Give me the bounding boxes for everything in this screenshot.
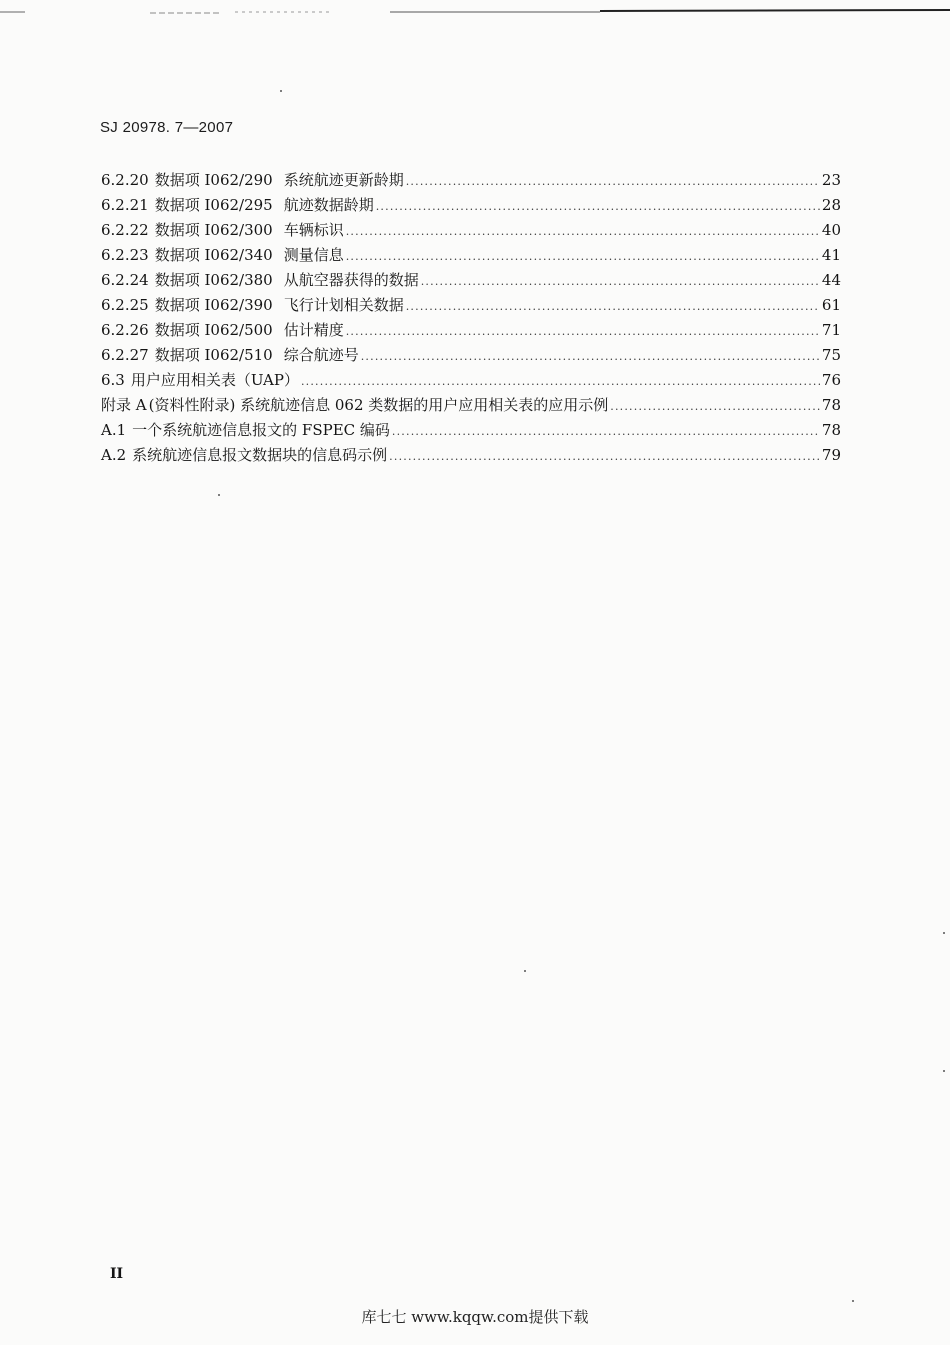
page-number: II [110,1266,124,1282]
toc-entry-page: 23 [821,171,841,189]
toc-entry-number: A.1 [101,421,127,439]
toc-dot-leader [361,344,820,369]
toc-entry-item: 数据项 I062/380 [154,271,273,289]
toc-entry-page: 28 [821,196,841,214]
toc-entry[interactable] [101,218,841,243]
toc-entry-title: 测量信息 [283,246,344,264]
toc-entry-page: 71 [821,321,841,339]
toc-entry[interactable] [101,318,841,343]
toc-entry[interactable] [101,293,841,318]
toc-entry-page: 61 [821,296,841,314]
standard-code: SJ 20978. 7—2007 [100,119,234,136]
toc-entry-page: 75 [821,346,841,364]
toc-entry-title: 系统航迹更新龄期 [283,171,404,189]
toc-dot-leader [392,419,820,444]
toc-dot-leader [346,219,820,244]
toc-entry-number: 附录 A [101,396,147,414]
toc-entry[interactable] [101,418,841,443]
toc-entry[interactable] [101,168,841,193]
toc-entry[interactable] [101,193,841,218]
toc-entry-item: 数据项 I062/340 [154,246,273,264]
table-of-contents [101,168,841,468]
toc-entry[interactable] [101,443,841,468]
toc-dot-leader [301,369,820,394]
toc-dot-leader [406,294,820,319]
toc-entry-item: 数据项 I062/390 [154,296,273,314]
toc-dot-leader [346,244,820,269]
toc-entry-title: 飞行计划相关数据 [283,296,404,314]
toc-entry-item: 数据项 I062/500 [154,321,273,339]
toc-dot-leader [610,394,820,419]
toc-entry-item: 数据项 I062/295 [154,196,273,214]
scan-speck [280,90,282,92]
toc-entry-title: 车辆标识 [283,221,344,239]
toc-entry-number: 6.2.24 [101,271,149,289]
toc-entry[interactable] [101,368,841,393]
toc-entry-page: 44 [821,271,841,289]
toc-entry[interactable] [101,268,841,293]
toc-entry-page: 78 [821,396,841,414]
toc-entry-page: 79 [821,446,841,464]
toc-entry-number: 6.2.25 [101,296,149,314]
scan-speck [943,932,945,934]
toc-entry-number: 6.2.26 [101,321,149,339]
toc-entry-page: 41 [821,246,841,264]
toc-entry-item: 数据项 I062/300 [154,221,273,239]
toc-entry-title: (资料性附录) 系统航迹信息 062 类数据的用户应用相关表的应用示例 [148,396,609,414]
scan-edge-marks [0,0,950,16]
toc-entry-number: 6.2.27 [101,346,149,364]
toc-dot-leader [406,169,820,194]
toc-entry-number: 6.2.23 [101,246,149,264]
toc-entry-title: 航迹数据龄期 [283,196,374,214]
scan-speck [943,1070,945,1072]
toc-entry-number: 6.2.21 [101,196,149,214]
toc-entry-page: 78 [821,421,841,439]
toc-entry-number: 6.2.22 [101,221,149,239]
toc-entry-item: 数据项 I062/510 [154,346,273,364]
scan-speck [218,494,220,496]
toc-dot-leader [389,444,820,469]
toc-entry-number: 6.3 [101,371,125,389]
download-watermark: 库七七 www.kqqw.com提供下载 [361,1308,589,1326]
toc-entry-number: A.2 [101,446,127,464]
toc-entry[interactable] [101,343,841,368]
toc-entry-title: 用户应用相关表（UAP） [130,371,299,389]
toc-entry-number: 6.2.20 [101,171,149,189]
scan-speck [852,1300,854,1302]
toc-entry[interactable] [101,393,841,418]
toc-entry-title: 估计精度 [283,321,344,339]
toc-entry-item: 数据项 I062/290 [154,171,273,189]
toc-entry-title: 综合航迹号 [283,346,359,364]
toc-entry-title: 一个系统航迹信息报文的 FSPEC 编码 [132,421,390,439]
scan-speck [524,970,526,972]
toc-dot-leader [346,319,820,344]
toc-dot-leader [376,194,820,219]
toc-entry-page: 76 [821,371,841,389]
toc-entry-page: 40 [821,221,841,239]
toc-entry[interactable] [101,243,841,268]
toc-entry-title: 系统航迹信息报文数据块的信息码示例 [132,446,388,464]
toc-dot-leader [421,269,820,294]
toc-entry-title: 从航空器获得的数据 [283,271,419,289]
